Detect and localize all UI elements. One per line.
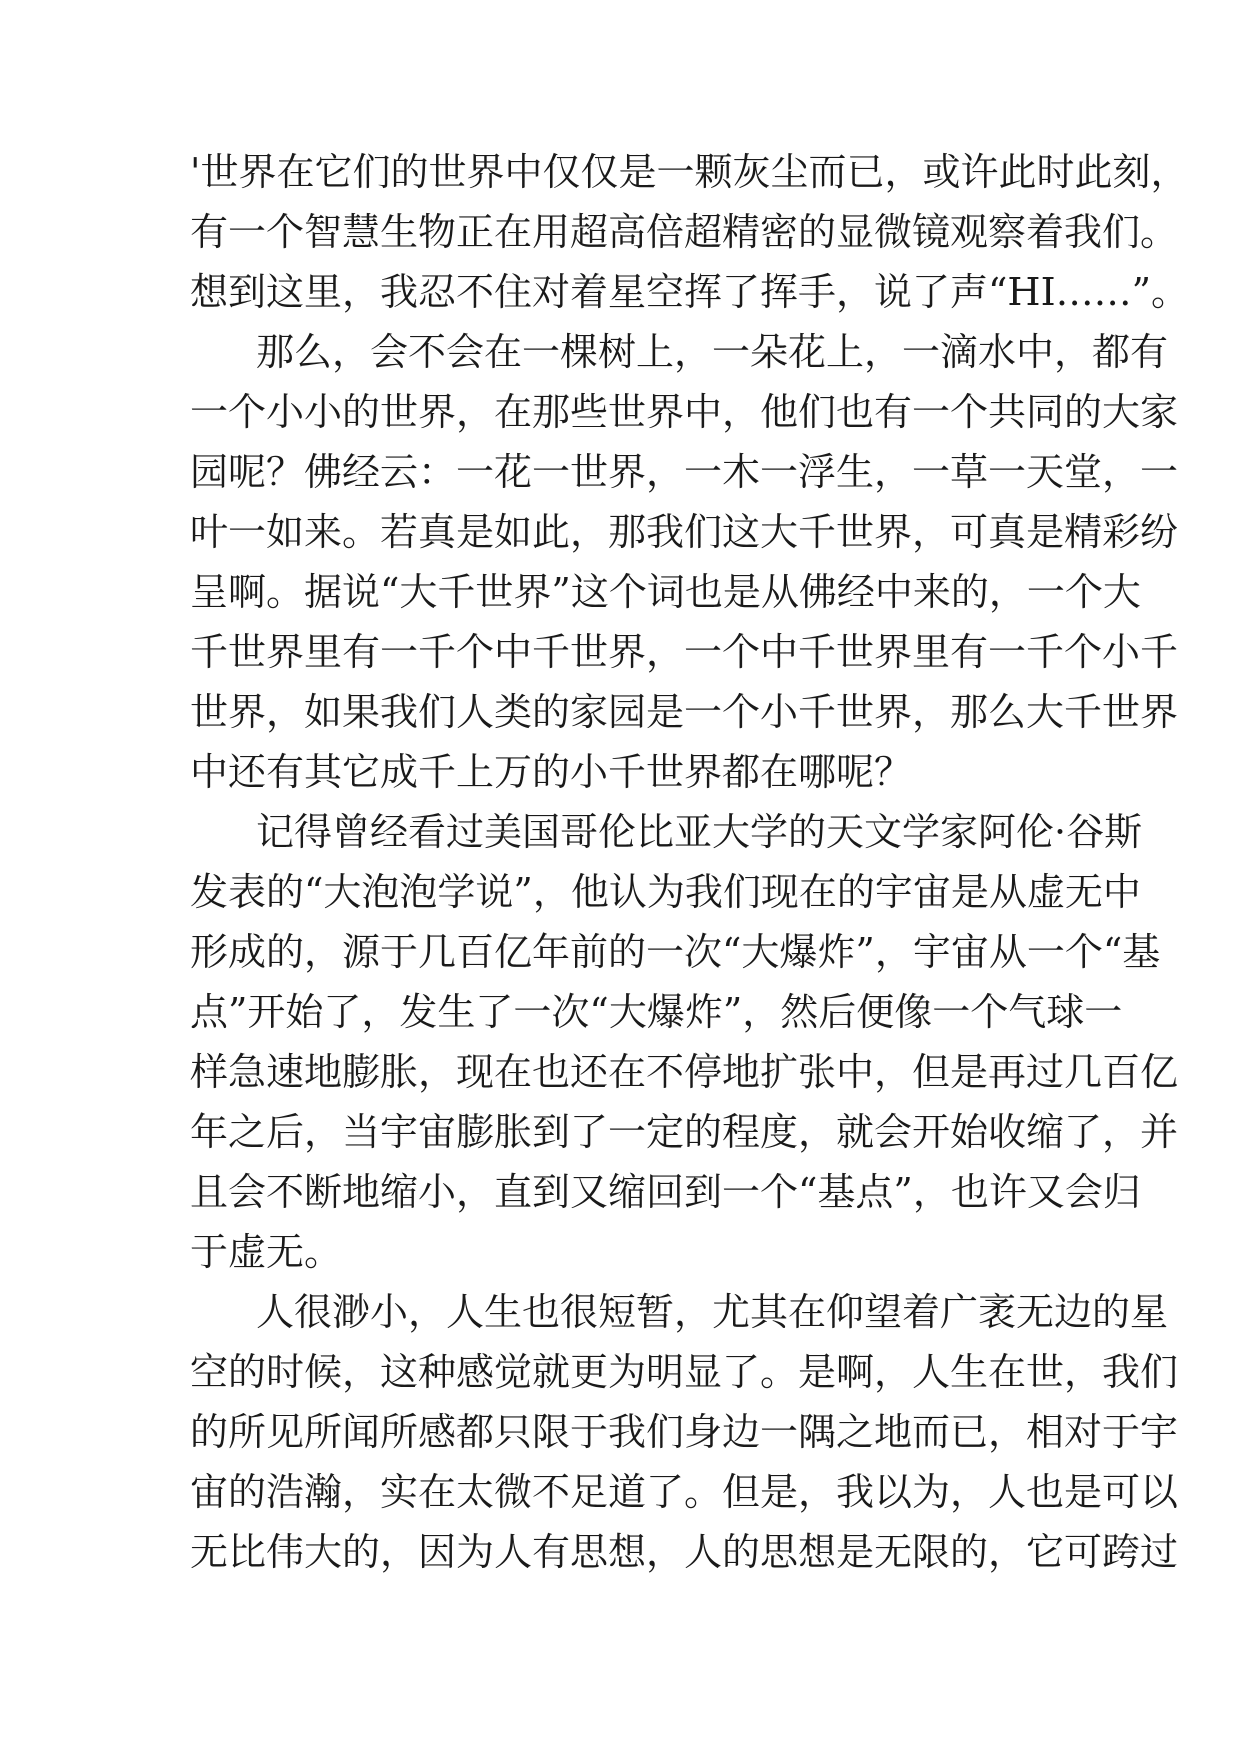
text-line: 形成的，源于几百亿年前的一次“大爆炸”，宇宙从一个“基: [190, 930, 1161, 974]
text-line: 点”开始了，发生了一次“大爆炸”，然后便像一个气球一: [190, 990, 1123, 1034]
text-line: '世界在它们的世界中仅仅是一颗灰尘而已，或许此时此刻，: [190, 150, 1189, 194]
text-line: 且会不断地缩小，直到又缩回到一个“基点”，也许又会归: [190, 1170, 1141, 1214]
text-line: 样急速地膨胀，现在也还在不停地扩张中，但是再过几百亿: [190, 1050, 1179, 1094]
text-line: 有一个智慧生物正在用超高倍超精密的显微镜观察着我们。: [190, 210, 1179, 254]
text-line: 空的时候，这种感觉就更为明显了。是啊，人生在世，我们: [190, 1350, 1179, 1394]
text-line: 想到这里，我忍不住对着星空挥了挥手，说了声“HI……”。: [190, 270, 1190, 314]
text-line: 千世界里有一千个中千世界，一个中千世界里有一千个小千: [190, 630, 1179, 674]
paragraph-first-line: 记得曾经看过美国哥伦比亚大学的天文学家阿伦·谷斯: [256, 810, 1143, 854]
paragraph-last-line: 于虚无。: [190, 1230, 343, 1274]
text-line: 宙的浩瀚，实在太微不足道了。但是，我以为，人也是可以: [190, 1470, 1179, 1514]
text-line: 呈啊。据说“大千世界”这个词也是从佛经中来的，一个大: [190, 570, 1141, 614]
text-line: 年之后，当宇宙膨胀到了一定的程度，就会开始收缩了，并: [190, 1110, 1179, 1154]
text-line: 一个小小的世界，在那些世界中，他们也有一个共同的大家: [190, 390, 1179, 434]
paragraph-first-line: 那么，会不会在一棵树上，一朵花上，一滴水中，都有: [256, 330, 1169, 374]
text-line: 园呢？佛经云：一花一世界，一木一浮生，一草一天堂，一: [190, 450, 1179, 494]
text-line: 的所见所闻所感都只限于我们身边一隅之地而已，相对于宇: [190, 1410, 1179, 1454]
text-line: 叶一如来。若真是如此，那我们这大千世界，可真是精彩纷: [190, 510, 1179, 554]
text-line: 发表的“大泡泡学说”，他认为我们现在的宇宙是从虚无中: [190, 870, 1141, 914]
paragraph-last-line: 中还有其它成千上万的小千世界都在哪呢？: [190, 750, 913, 794]
text-line: 无比伟大的，因为人有思想，人的思想是无限的，它可跨过: [190, 1530, 1179, 1574]
paragraph-first-line: 人很渺小，人生也很短暂，尤其在仰望着广袤无边的星: [256, 1290, 1169, 1334]
text-line: 世界，如果我们人类的家园是一个小千世界，那么大千世界: [190, 690, 1179, 734]
